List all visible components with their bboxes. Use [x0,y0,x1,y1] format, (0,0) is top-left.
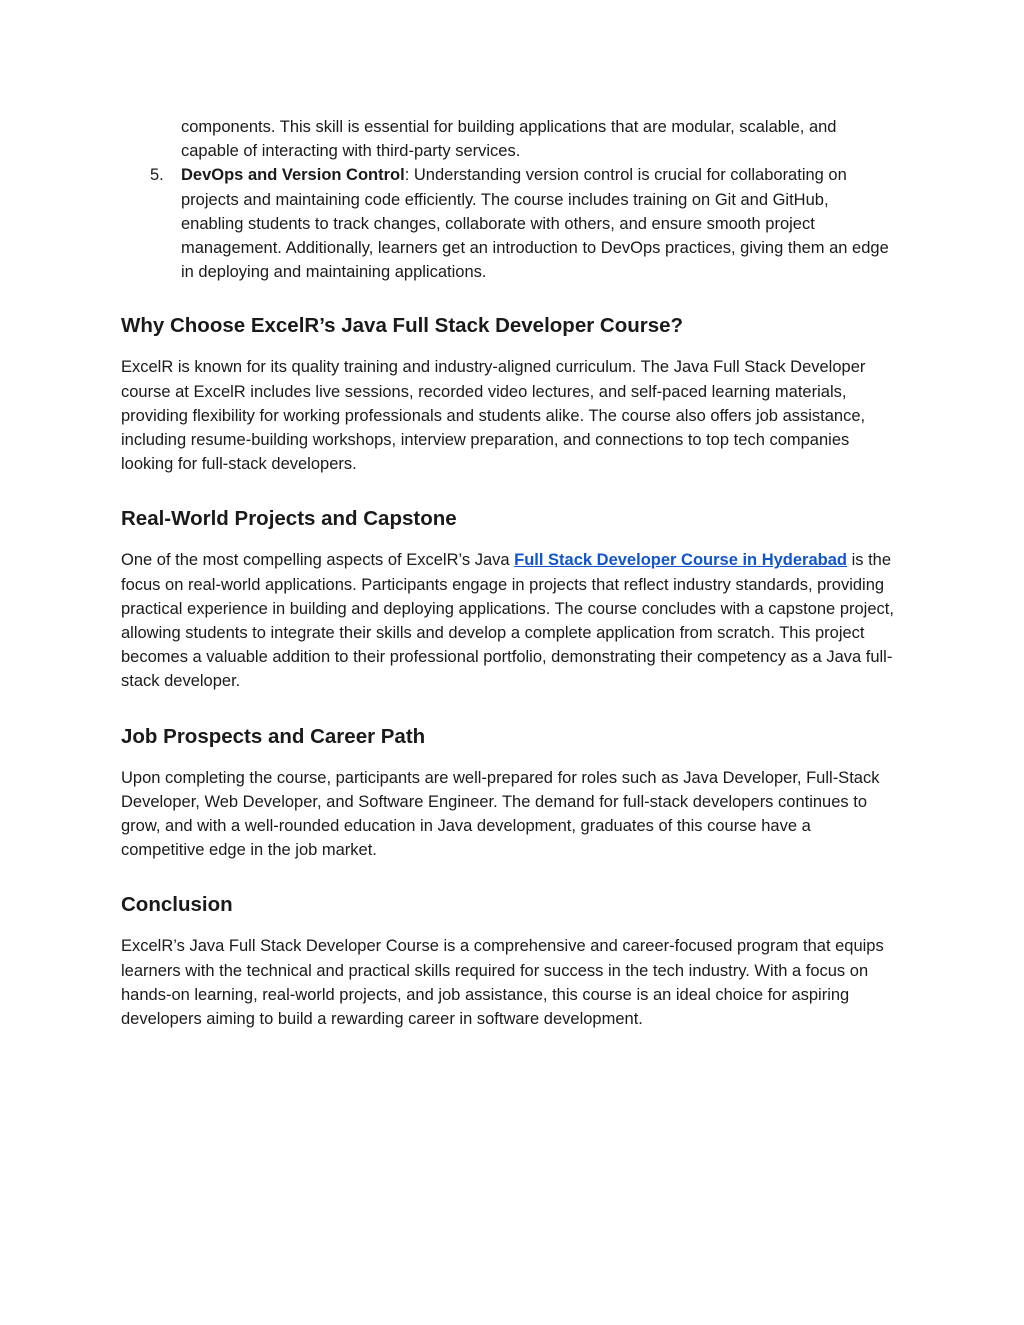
section-heading-real-world-projects: Real-World Projects and Capstone [121,507,457,531]
section-heading-why-choose: Why Choose ExcelR’s Java Full Stack Developer Course? [121,314,684,338]
body-text-after-link: is the focus on real-world applications. Participants engage in projects that reflect industry standards, providing practical experience in building and deploying applications. The course concludes with a capstone project, allowing students to integrate their skills and develop a complete application from scratch. This project becomes a valuable addition to their professional portfolio, demonstrating their competency as a Java full-stack developer. [121,551,894,691]
list-item-5 [150,163,893,284]
list-item-4-continuation: components. This skill is essential for building applications that are modular, scalable, and capable of interacting with third-party services. [181,118,837,161]
section-heading-conclusion: Conclusion [121,893,233,917]
body-text-before-link: One of the most compelling aspects of ExcelR’s Java [121,551,515,570]
list-item-title: DevOps and Version Control [181,166,405,185]
course-link[interactable]: Full Stack Developer Course in Hyderabad [514,551,847,570]
section-body-real-world-projects [121,548,896,693]
section-body-job-prospects: Upon completing the course, participants are well-prepared for roles such as Java Developer, Full-Stack Developer, Web Developer, and Software Engineer. The demand for full-stack developers continues to grow, and with a well-rounded education in Java development, graduates of this course have a competitive edge in the job market. [121,768,880,860]
section-body-why-choose: ExcelR is known for its quality training and industry-aligned curriculum. The Java Full Stack Developer course at ExcelR includes live sessions, recorded video lectures, and self-paced learning materials, providing flexibility for working professionals and students alike. The course also offers job assistance, including resume-building workshops, interview preparation, and connections to top tech companies looking for full-stack developers. [121,358,866,474]
list-number: 5. [150,166,164,185]
list-item-text: : Understanding version control is crucial for collaborating on projects and maintaining code efficiently. The course includes training on Git and GitHub, enabling students to track changes, collaborate with others, and ensure smooth project management. Additionally, learners get an introduction to DevOps practices, giving them an edge in deploying and maintaining applications. [181,166,889,282]
section-heading-job-prospects: Job Prospects and Career Path [121,724,426,748]
document-page [121,115,896,1031]
section-body-conclusion: ExcelR’s Java Full Stack Developer Course is a comprehensive and career-focused program that equips learners with the technical and practical skills required for success in the tech industry. With a focus on hands-on learning, real-world projects, and job assistance, this course is an ideal choice for aspiring developers aiming to build a rewarding career in software development. [121,937,884,1029]
